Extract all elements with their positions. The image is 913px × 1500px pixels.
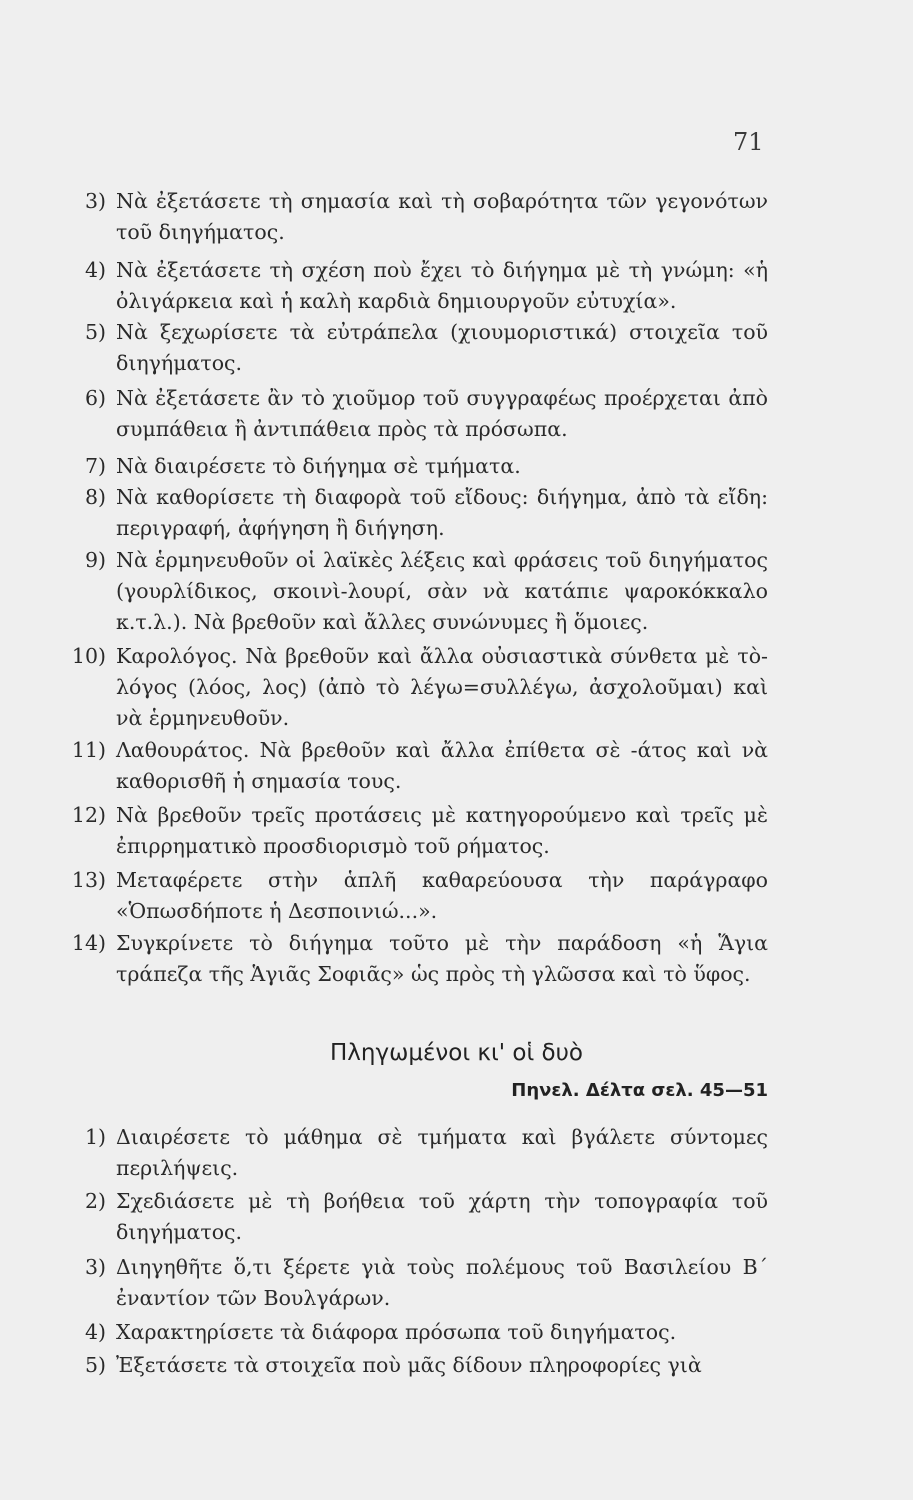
- item-text: Μεταφέρετε στὴν ἁπλῆ καθαρεύουσα τὴν παράγραφο «Ὁπωσδήποτε ἡ Δεσποινιώ...».: [116, 868, 768, 923]
- item-number: 3): [84, 189, 106, 213]
- item-number: 4): [84, 258, 106, 282]
- item-text: Νὰ καθορίσετε τὴ διαφορὰ τοῦ εἴδους: διήγημα, ἀπὸ τὰ εἴδη: περιγραφή, ἀφήγηση ἢ διήγηση.: [116, 485, 768, 540]
- item-number: 1): [84, 1125, 106, 1149]
- item-text: Σχεδιάσετε μὲ τὴ βοήθεια τοῦ χάρτη τὴν τοπογραφία τοῦ διηγήματος.: [116, 1189, 768, 1244]
- item-text: Συγκρίνετε τὸ διήγημα τοῦτο μὲ τὴν παράδοση «ἡ Ἅγια τράπεζα τῆς Ἁγιᾶς Σοφιᾶς» ὡς πρὸς τὴ γλῶσσα καὶ τὸ ὕφος.: [116, 931, 768, 986]
- item-number: 6): [84, 386, 106, 410]
- item-text: Διαιρέσετε τὸ μάθημα σὲ τμήματα καὶ βγάλετε σύντομες περιλήψεις.: [116, 1125, 768, 1180]
- item-number: 2): [84, 1189, 106, 1213]
- item-number: 5): [84, 320, 106, 344]
- item-number: 7): [84, 454, 106, 478]
- item-text: Νὰ βρεθοῦν τρεῖς προτάσεις μὲ κατηγορούμενο καὶ τρεῖς μὲ ἐπιρρηματικὸ προσδιορισμὸ τοῦ ρήματος.: [116, 803, 768, 858]
- item-number: 12): [71, 803, 106, 827]
- item-number: 13): [71, 868, 106, 892]
- item-text: Νὰ διαιρέσετε τὸ διήγημα σὲ τμήματα.: [116, 454, 521, 478]
- item-text: Καρολόγος. Νὰ βρεθοῦν καὶ ἄλλα οὐσιαστικὰ σύνθετα μὲ τὸ-λόγος (λόος, λος) (ἀπὸ τὸ λέγω=συλλέγω, ἀσχολοῦμαι) καὶ νὰ ἑρμηνευθοῦν.: [116, 644, 768, 730]
- item-text: Νὰ ἐξετάσετε ἂν τὸ χιοῦμορ τοῦ συγγραφέως προέρχεται ἀπὸ συμπάθεια ἢ ἀντιπάθεια πρὸς τὰ πρόσωπα.: [116, 386, 768, 441]
- page-number: 71: [733, 128, 764, 156]
- item-number: 14): [71, 931, 106, 955]
- lesson-title: Πληγωμένοι κι' οἱ δυὸ: [329, 1040, 584, 1066]
- item-text: Λαθουράτος. Νὰ βρεθοῦν καὶ ἄλλα ἐπίθετα σὲ -άτος καὶ νὰ καθορισθῆ ἡ σημασία τους.: [116, 738, 768, 793]
- item-number: 10): [71, 644, 106, 668]
- item-text: Ἐξετάσετε τὰ στοιχεῖα ποὺ μᾶς δίδουν πληροφορίες γιὰ: [116, 1353, 702, 1377]
- item-number: 11): [71, 738, 106, 762]
- item-number: 9): [84, 548, 106, 572]
- item-text: Νὰ ἐξετάσετε τὴ σημασία καὶ τὴ σοβαρότητα τῶν γεγονότων τοῦ διηγήματος.: [116, 189, 768, 244]
- item-text: Νὰ ξεχωρίσετε τὰ εὐτράπελα (χιουμοριστικά) στοιχεῖα τοῦ διηγήματος.: [116, 320, 768, 375]
- item-number: 4): [84, 1320, 106, 1344]
- item-number: 5): [84, 1353, 106, 1377]
- item-number: 3): [84, 1255, 106, 1279]
- item-text: Νὰ ἑρμηνευθοῦν οἱ λαϊκὲς λέξεις καὶ φράσεις τοῦ διηγήματος (γουρλίδικος, σκοινὶ-λουρί, σὰν νὰ κατάπιε ψαροκόκκαλο κ.τ.λ.). Νὰ βρεθοῦν καὶ ἄλλες συνώνυμες ἢ ὅμοιες.: [116, 548, 768, 634]
- item-text: Νὰ ἐξετάσετε τὴ σχέση ποὺ ἔχει τὸ διήγημα μὲ τὴ γνώμη: «ἡ ὀλιγάρκεια καὶ ἡ καλὴ καρδιὰ δημιουργοῦν εὐτυχία».: [116, 258, 768, 313]
- item-text: Χαρακτηρίσετε τὰ διάφορα πρόσωπα τοῦ διηγήματος.: [116, 1320, 677, 1344]
- item-text: Διηγηθῆτε ὅ,τι ξέρετε γιὰ τοὺς πολέμους τοῦ Βασιλείου Β΄ ἐναντίον τῶν Βουλγάρων.: [116, 1255, 768, 1310]
- item-number: 8): [84, 485, 106, 509]
- lesson-reference: Πηνελ. Δέλτα σελ. 45—51: [511, 1080, 768, 1101]
